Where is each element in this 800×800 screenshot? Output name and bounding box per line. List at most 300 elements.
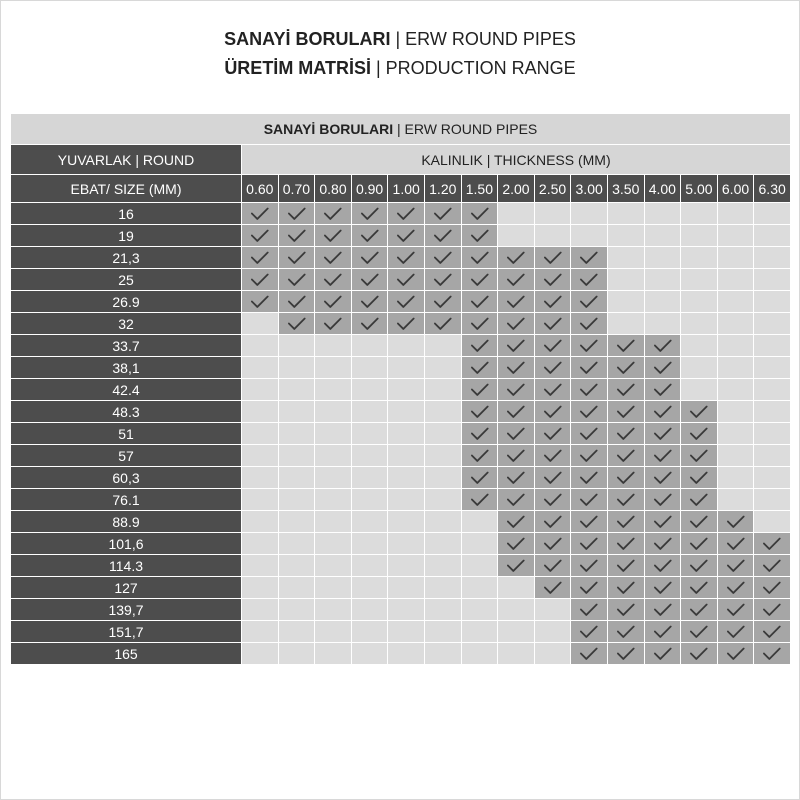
- table-title: [11, 114, 791, 145]
- available-cell: [607, 379, 644, 401]
- available-cell: [461, 225, 498, 247]
- empty-cell: [717, 489, 754, 511]
- empty-cell: [717, 401, 754, 423]
- check-icon: [498, 423, 534, 444]
- table-row: [11, 577, 791, 599]
- empty-cell: [388, 533, 425, 555]
- empty-cell: [607, 225, 644, 247]
- empty-cell: [717, 313, 754, 335]
- check-icon: [681, 511, 717, 532]
- check-icon: [462, 467, 498, 488]
- empty-cell: [242, 599, 279, 621]
- check-icon: [535, 357, 571, 378]
- available-cell: [498, 379, 535, 401]
- available-cell: [242, 203, 279, 225]
- available-cell: [498, 467, 535, 489]
- check-icon: [279, 313, 315, 334]
- check-icon: [718, 511, 754, 532]
- check-icon: [681, 489, 717, 510]
- size-cell: 151,7: [11, 621, 242, 643]
- empty-cell: [351, 599, 388, 621]
- production-matrix-table: [10, 113, 791, 665]
- empty-cell: [717, 423, 754, 445]
- check-icon: [608, 401, 644, 422]
- available-cell: [607, 467, 644, 489]
- size-cell: 48.3: [11, 401, 242, 423]
- empty-cell: [754, 291, 791, 313]
- table-row: [11, 291, 791, 313]
- available-cell: [461, 401, 498, 423]
- check-icon: [718, 621, 754, 642]
- check-icon: [425, 247, 461, 268]
- size-cell: 25: [11, 269, 242, 291]
- empty-cell: [388, 379, 425, 401]
- size-cell: 165: [11, 643, 242, 665]
- available-cell: [681, 489, 718, 511]
- empty-cell: [388, 357, 425, 379]
- check-icon: [754, 643, 790, 664]
- empty-cell: [534, 643, 571, 665]
- table-row: [11, 511, 791, 533]
- available-cell: [351, 247, 388, 269]
- available-cell: [607, 599, 644, 621]
- check-icon: [535, 555, 571, 576]
- available-cell: [498, 423, 535, 445]
- empty-cell: [315, 511, 352, 533]
- empty-cell: [681, 247, 718, 269]
- available-cell: [461, 489, 498, 511]
- available-cell: [498, 247, 535, 269]
- available-cell: [534, 335, 571, 357]
- check-icon: [571, 555, 607, 576]
- empty-cell: [315, 401, 352, 423]
- available-cell: [681, 445, 718, 467]
- available-cell: [644, 335, 681, 357]
- empty-cell: [644, 225, 681, 247]
- available-cell: [571, 335, 608, 357]
- empty-cell: [242, 489, 279, 511]
- empty-cell: [461, 533, 498, 555]
- check-icon: [608, 467, 644, 488]
- table-row: [11, 599, 791, 621]
- available-cell: [534, 445, 571, 467]
- check-icon: [608, 621, 644, 642]
- thickness-value: 0.70: [278, 175, 315, 203]
- empty-cell: [278, 533, 315, 555]
- check-icon: [571, 313, 607, 334]
- check-icon: [645, 577, 681, 598]
- table-row: [11, 313, 791, 335]
- check-icon: [645, 467, 681, 488]
- check-icon: [388, 247, 424, 268]
- available-cell: [644, 555, 681, 577]
- available-cell: [754, 533, 791, 555]
- check-icon: [462, 335, 498, 356]
- empty-cell: [351, 357, 388, 379]
- check-icon: [681, 423, 717, 444]
- thickness-value: 1.50: [461, 175, 498, 203]
- check-icon: [498, 291, 534, 312]
- check-icon: [315, 203, 351, 224]
- available-cell: [351, 269, 388, 291]
- empty-cell: [754, 225, 791, 247]
- empty-cell: [461, 643, 498, 665]
- size-cell: 101,6: [11, 533, 242, 555]
- empty-cell: [498, 203, 535, 225]
- check-icon: [462, 357, 498, 378]
- check-icon: [718, 599, 754, 620]
- empty-cell: [534, 225, 571, 247]
- check-icon: [571, 247, 607, 268]
- available-cell: [534, 555, 571, 577]
- empty-cell: [644, 203, 681, 225]
- available-cell: [717, 511, 754, 533]
- empty-cell: [351, 401, 388, 423]
- empty-cell: [754, 445, 791, 467]
- empty-cell: [351, 467, 388, 489]
- size-cell: 42.4: [11, 379, 242, 401]
- check-icon: [425, 203, 461, 224]
- empty-cell: [242, 313, 279, 335]
- empty-cell: [315, 577, 352, 599]
- available-cell: [717, 621, 754, 643]
- available-cell: [681, 599, 718, 621]
- empty-cell: [681, 225, 718, 247]
- empty-cell: [424, 533, 461, 555]
- size-cell: 76.1: [11, 489, 242, 511]
- available-cell: [571, 357, 608, 379]
- available-cell: [754, 621, 791, 643]
- check-icon: [352, 203, 388, 224]
- empty-cell: [754, 357, 791, 379]
- check-icon: [462, 423, 498, 444]
- check-icon: [242, 247, 278, 268]
- empty-cell: [242, 357, 279, 379]
- check-icon: [242, 225, 278, 246]
- available-cell: [278, 291, 315, 313]
- empty-cell: [315, 379, 352, 401]
- available-cell: [571, 445, 608, 467]
- empty-cell: [424, 335, 461, 357]
- empty-cell: [717, 291, 754, 313]
- check-icon: [571, 445, 607, 466]
- empty-cell: [717, 379, 754, 401]
- available-cell: [681, 577, 718, 599]
- available-cell: [498, 335, 535, 357]
- empty-cell: [461, 599, 498, 621]
- available-cell: [278, 225, 315, 247]
- available-cell: [388, 247, 425, 269]
- empty-cell: [534, 203, 571, 225]
- empty-cell: [681, 357, 718, 379]
- empty-cell: [388, 599, 425, 621]
- available-cell: [644, 445, 681, 467]
- empty-cell: [278, 621, 315, 643]
- empty-cell: [498, 225, 535, 247]
- available-cell: [498, 489, 535, 511]
- check-icon: [462, 247, 498, 268]
- empty-cell: [754, 401, 791, 423]
- thickness-value: 5.00: [681, 175, 718, 203]
- available-cell: [644, 489, 681, 511]
- thickness-value: 6.30: [754, 175, 791, 203]
- empty-cell: [717, 335, 754, 357]
- empty-cell: [424, 489, 461, 511]
- thickness-header: KALINLIK | THICKNESS (MM): [242, 145, 791, 175]
- check-icon: [608, 335, 644, 356]
- available-cell: [571, 247, 608, 269]
- available-cell: [681, 555, 718, 577]
- available-cell: [534, 247, 571, 269]
- empty-cell: [424, 621, 461, 643]
- table-row: [11, 401, 791, 423]
- empty-cell: [315, 335, 352, 357]
- check-icon: [571, 511, 607, 532]
- check-icon: [645, 511, 681, 532]
- available-cell: [607, 489, 644, 511]
- available-cell: [644, 467, 681, 489]
- empty-cell: [351, 643, 388, 665]
- available-cell: [424, 203, 461, 225]
- empty-cell: [242, 577, 279, 599]
- empty-cell: [388, 445, 425, 467]
- available-cell: [534, 467, 571, 489]
- check-icon: [535, 269, 571, 290]
- available-cell: [607, 357, 644, 379]
- thickness-value: 0.90: [351, 175, 388, 203]
- check-icon: [315, 225, 351, 246]
- size-cell: 16: [11, 203, 242, 225]
- check-icon: [462, 291, 498, 312]
- available-cell: [461, 313, 498, 335]
- available-cell: [424, 291, 461, 313]
- empty-cell: [315, 621, 352, 643]
- empty-cell: [498, 577, 535, 599]
- empty-cell: [278, 577, 315, 599]
- available-cell: [534, 533, 571, 555]
- table-row: [11, 423, 791, 445]
- available-cell: [461, 445, 498, 467]
- empty-cell: [424, 577, 461, 599]
- available-cell: [424, 313, 461, 335]
- empty-cell: [242, 379, 279, 401]
- check-icon: [498, 467, 534, 488]
- check-icon: [681, 577, 717, 598]
- check-icon: [681, 467, 717, 488]
- available-cell: [242, 269, 279, 291]
- check-icon: [681, 533, 717, 554]
- empty-cell: [242, 511, 279, 533]
- empty-cell: [388, 511, 425, 533]
- available-cell: [607, 335, 644, 357]
- empty-cell: [315, 599, 352, 621]
- thickness-value: 2.00: [498, 175, 535, 203]
- available-cell: [754, 599, 791, 621]
- available-cell: [571, 423, 608, 445]
- empty-cell: [717, 269, 754, 291]
- empty-cell: [424, 555, 461, 577]
- check-icon: [608, 577, 644, 598]
- empty-cell: [351, 379, 388, 401]
- check-icon: [315, 313, 351, 334]
- available-cell: [607, 445, 644, 467]
- thickness-value: 2.50: [534, 175, 571, 203]
- available-cell: [571, 379, 608, 401]
- empty-cell: [351, 577, 388, 599]
- check-icon: [462, 379, 498, 400]
- available-cell: [498, 269, 535, 291]
- empty-cell: [351, 423, 388, 445]
- empty-cell: [315, 643, 352, 665]
- check-icon: [571, 577, 607, 598]
- check-icon: [388, 269, 424, 290]
- check-icon: [279, 247, 315, 268]
- check-icon: [388, 225, 424, 246]
- empty-cell: [242, 533, 279, 555]
- size-header: EBAT/ SIZE (MM): [11, 175, 242, 203]
- empty-cell: [681, 335, 718, 357]
- available-cell: [571, 313, 608, 335]
- empty-cell: [278, 643, 315, 665]
- empty-cell: [498, 621, 535, 643]
- check-icon: [571, 489, 607, 510]
- check-icon: [498, 445, 534, 466]
- available-cell: [498, 555, 535, 577]
- check-icon: [315, 291, 351, 312]
- size-cell: 127: [11, 577, 242, 599]
- empty-cell: [607, 313, 644, 335]
- check-icon: [571, 269, 607, 290]
- empty-cell: [754, 489, 791, 511]
- check-icon: [645, 489, 681, 510]
- empty-cell: [681, 203, 718, 225]
- table-title-row: [11, 114, 791, 145]
- available-cell: [351, 291, 388, 313]
- available-cell: [534, 511, 571, 533]
- size-cell: 51: [11, 423, 242, 445]
- available-cell: [681, 621, 718, 643]
- empty-cell: [388, 643, 425, 665]
- check-icon: [754, 555, 790, 576]
- available-cell: [644, 533, 681, 555]
- check-icon: [498, 247, 534, 268]
- available-cell: [388, 291, 425, 313]
- empty-cell: [644, 247, 681, 269]
- size-cell: 19: [11, 225, 242, 247]
- empty-cell: [424, 511, 461, 533]
- empty-cell: [717, 247, 754, 269]
- check-icon: [535, 489, 571, 510]
- available-cell: [681, 533, 718, 555]
- check-icon: [645, 599, 681, 620]
- row-type-header: YUVARLAK | ROUND: [11, 145, 242, 175]
- check-icon: [498, 313, 534, 334]
- available-cell: [498, 533, 535, 555]
- check-icon: [645, 621, 681, 642]
- available-cell: [754, 577, 791, 599]
- empty-cell: [315, 423, 352, 445]
- check-icon: [535, 247, 571, 268]
- empty-cell: [351, 445, 388, 467]
- check-icon: [645, 357, 681, 378]
- available-cell: [351, 313, 388, 335]
- available-cell: [571, 533, 608, 555]
- available-cell: [644, 621, 681, 643]
- available-cell: [461, 291, 498, 313]
- empty-cell: [351, 511, 388, 533]
- available-cell: [607, 643, 644, 665]
- check-icon: [388, 313, 424, 334]
- available-cell: [534, 489, 571, 511]
- empty-cell: [315, 467, 352, 489]
- empty-cell: [388, 335, 425, 357]
- empty-cell: [644, 269, 681, 291]
- table-row: [11, 357, 791, 379]
- table-row: [11, 467, 791, 489]
- empty-cell: [278, 511, 315, 533]
- empty-cell: [717, 445, 754, 467]
- empty-cell: [278, 599, 315, 621]
- check-icon: [571, 533, 607, 554]
- check-icon: [571, 357, 607, 378]
- available-cell: [571, 621, 608, 643]
- check-icon: [535, 577, 571, 598]
- empty-cell: [242, 335, 279, 357]
- available-cell: [644, 379, 681, 401]
- check-icon: [535, 533, 571, 554]
- thickness-value: 6.00: [717, 175, 754, 203]
- available-cell: [607, 555, 644, 577]
- table-title-rest: | ERW ROUND PIPES: [393, 121, 538, 137]
- check-icon: [608, 599, 644, 620]
- empty-cell: [388, 467, 425, 489]
- check-icon: [608, 511, 644, 532]
- empty-cell: [242, 445, 279, 467]
- check-icon: [754, 533, 790, 554]
- size-cell: 114.3: [11, 555, 242, 577]
- available-cell: [498, 401, 535, 423]
- empty-cell: [315, 357, 352, 379]
- available-cell: [461, 247, 498, 269]
- available-cell: [607, 423, 644, 445]
- empty-cell: [351, 489, 388, 511]
- check-icon: [498, 401, 534, 422]
- check-icon: [571, 335, 607, 356]
- check-icon: [571, 401, 607, 422]
- empty-cell: [315, 489, 352, 511]
- available-cell: [242, 247, 279, 269]
- available-cell: [351, 225, 388, 247]
- page-subtitle-bold: ÜRETİM MATRİSİ: [224, 58, 371, 78]
- check-icon: [535, 291, 571, 312]
- check-icon: [315, 247, 351, 268]
- available-cell: [717, 555, 754, 577]
- check-icon: [754, 577, 790, 598]
- check-icon: [645, 555, 681, 576]
- empty-cell: [717, 203, 754, 225]
- available-cell: [607, 533, 644, 555]
- available-cell: [388, 313, 425, 335]
- check-icon: [425, 313, 461, 334]
- table-row: [11, 621, 791, 643]
- empty-cell: [754, 313, 791, 335]
- empty-cell: [754, 423, 791, 445]
- check-icon: [279, 269, 315, 290]
- empty-cell: [717, 225, 754, 247]
- check-icon: [535, 335, 571, 356]
- thickness-value: 3.50: [607, 175, 644, 203]
- page-title-rest: | ERW ROUND PIPES: [390, 29, 576, 49]
